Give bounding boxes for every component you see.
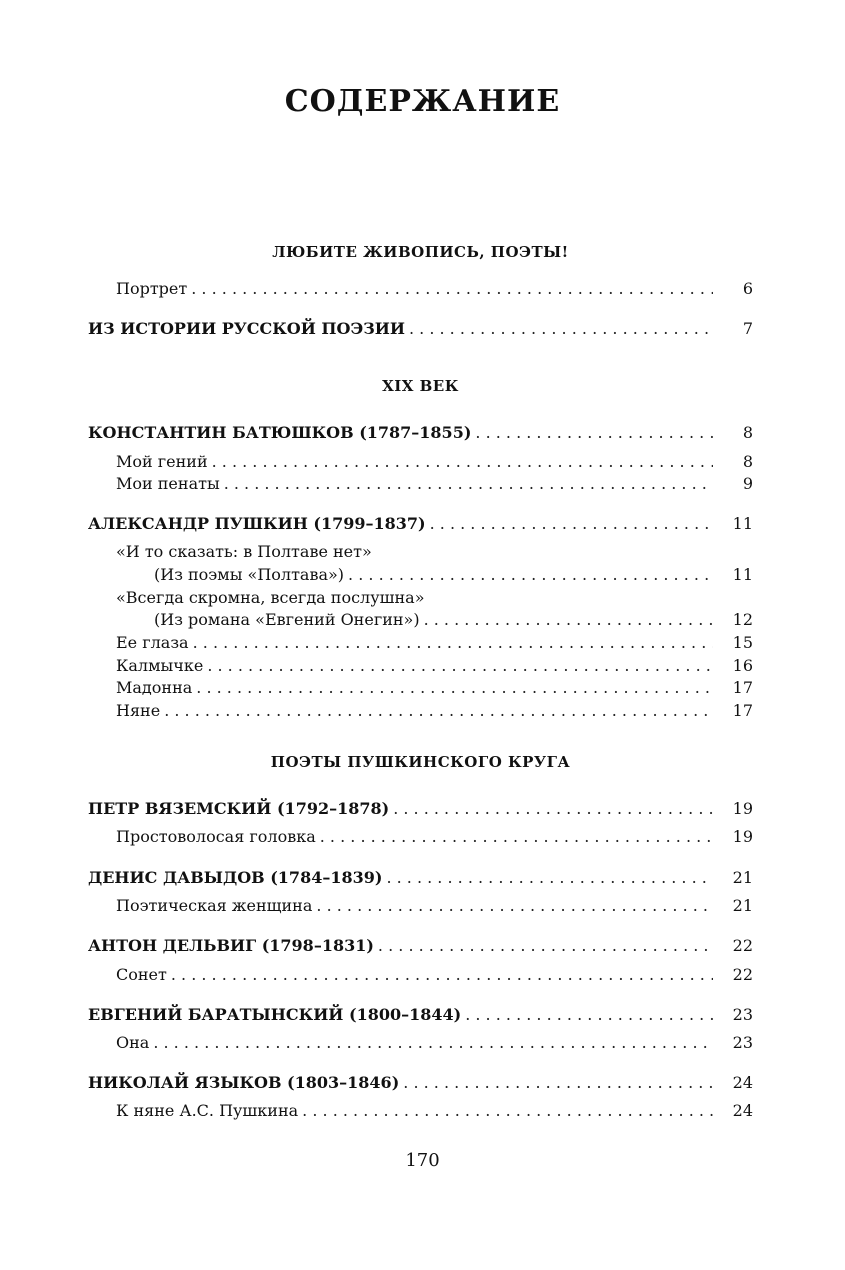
entry-page: 23 — [732, 1005, 753, 1024]
dot-leader — [403, 1072, 713, 1094]
section-heading: XIX ВЕК — [382, 377, 459, 395]
entry-page: 19 — [732, 827, 753, 846]
toc-entry-line[interactable] — [116, 587, 753, 609]
toc-entry[interactable] — [116, 700, 753, 722]
page-number: 170 — [405, 1150, 440, 1171]
dot-leader — [348, 564, 713, 586]
dot-leader — [409, 318, 713, 340]
dot-leader — [475, 422, 713, 444]
entry-title: Простоволосая головка — [116, 827, 316, 846]
toc-entry[interactable] — [116, 655, 753, 677]
toc-entry[interactable] — [116, 451, 753, 473]
entry-title: Портрет — [116, 279, 188, 298]
toc-entry[interactable] — [88, 935, 753, 957]
entry-title: ПЕТР ВЯЗЕМСКИЙ (1792–1878) — [88, 799, 390, 818]
dot-leader — [196, 677, 713, 699]
entry-page: 8 — [742, 452, 753, 471]
toc-entry[interactable] — [116, 473, 753, 495]
entry-page: 22 — [732, 936, 753, 955]
entry-title: ИЗ ИСТОРИИ РУССКОЙ ПОЭЗИИ — [88, 319, 405, 338]
entry-title: Няне — [116, 701, 161, 720]
entry-page: 19 — [732, 799, 753, 818]
entry-page: 8 — [742, 423, 753, 442]
entry-page: 12 — [732, 610, 753, 629]
entry-title: «И то сказать: в Полтаве нет» — [116, 542, 372, 561]
entry-page: 24 — [732, 1101, 753, 1120]
toc-entry[interactable] — [88, 1004, 753, 1026]
page-title: СОДЕРЖАНИЕ — [284, 84, 561, 119]
dot-leader — [224, 473, 713, 495]
toc-entry[interactable] — [88, 867, 753, 889]
toc-entry[interactable] — [116, 1032, 753, 1054]
entry-title: АНТОН ДЕЛЬВИГ (1798–1831) — [88, 936, 374, 955]
entry-title: Она — [116, 1033, 150, 1052]
dot-leader — [320, 826, 713, 848]
entry-title: Сонет — [116, 965, 167, 984]
entry-page: 23 — [732, 1033, 753, 1052]
entry-title: Мои пенаты — [116, 474, 220, 493]
toc-entry[interactable] — [154, 564, 753, 586]
entry-page: 22 — [732, 965, 753, 984]
entry-page: 6 — [742, 279, 753, 298]
entry-page: 24 — [732, 1073, 753, 1092]
dot-leader — [193, 632, 713, 654]
toc-entry[interactable] — [116, 826, 753, 848]
entry-page: 17 — [732, 701, 753, 720]
dot-leader — [153, 1032, 713, 1054]
toc-entry[interactable] — [154, 609, 753, 631]
toc-entry[interactable] — [116, 1100, 753, 1122]
dot-leader — [164, 700, 713, 722]
entry-title: Калмычке — [116, 656, 204, 675]
entry-page: 15 — [732, 633, 753, 652]
dot-leader — [316, 895, 713, 917]
entry-title: Мадонна — [116, 678, 193, 697]
entry-title: Ее глаза — [116, 633, 189, 652]
dot-leader — [191, 278, 713, 300]
toc-entry[interactable] — [88, 1072, 753, 1094]
dot-leader — [393, 798, 713, 820]
section-heading: ЛЮБИТЕ ЖИВОПИСЬ, ПОЭТЫ! — [272, 243, 569, 261]
toc-entry[interactable] — [88, 798, 753, 820]
entry-page: 7 — [742, 319, 753, 338]
toc-entry[interactable] — [116, 677, 753, 699]
entry-title: ДЕНИС ДАВЫДОВ (1784–1839) — [88, 868, 383, 887]
dot-leader — [430, 513, 713, 535]
entry-title: ЕВГЕНИЙ БАРАТЫНСКИЙ (1800–1844) — [88, 1005, 462, 1024]
toc-entry[interactable] — [88, 513, 753, 535]
entry-title: Поэтическая женщина — [116, 896, 313, 915]
entry-page: 16 — [732, 656, 753, 675]
entry-page: 11 — [732, 565, 753, 584]
toc-entry[interactable] — [116, 964, 753, 986]
toc-entry[interactable] — [116, 278, 753, 300]
entry-page: 17 — [732, 678, 753, 697]
entry-page: 21 — [732, 896, 753, 915]
dot-leader — [465, 1004, 713, 1026]
entry-title: НИКОЛАЙ ЯЗЫКОВ (1803–1846) — [88, 1073, 400, 1092]
entry-page: 11 — [732, 514, 753, 533]
entry-page: 21 — [732, 868, 753, 887]
toc-entry[interactable] — [88, 318, 753, 340]
toc-entry-line[interactable] — [116, 541, 753, 563]
entry-title: Мой гений — [116, 452, 208, 471]
toc-entry[interactable] — [116, 632, 753, 654]
dot-leader — [207, 655, 713, 677]
entry-title: (Из романа «Евгений Онегин») — [154, 610, 420, 629]
dot-leader — [378, 935, 713, 957]
entry-title: (Из поэмы «Полтава») — [154, 565, 345, 584]
section-heading: ПОЭТЫ ПУШКИНСКОГО КРУГА — [270, 753, 571, 771]
entry-page: 9 — [742, 474, 753, 493]
dot-leader — [302, 1100, 713, 1122]
entry-title: К няне А.С. Пушкина — [116, 1101, 299, 1120]
dot-leader — [212, 451, 713, 473]
entry-title: «Всегда скромна, всегда послушна» — [116, 588, 425, 607]
entry-title: АЛЕКСАНДР ПУШКИН (1799–1837) — [88, 514, 426, 533]
dot-leader — [171, 964, 713, 986]
dot-leader — [386, 867, 713, 889]
toc-entry[interactable] — [88, 422, 753, 444]
dot-leader — [424, 609, 713, 631]
entry-title: КОНСТАНТИН БАТЮШКОВ (1787–1855) — [88, 423, 472, 442]
toc-entry[interactable] — [116, 895, 753, 917]
